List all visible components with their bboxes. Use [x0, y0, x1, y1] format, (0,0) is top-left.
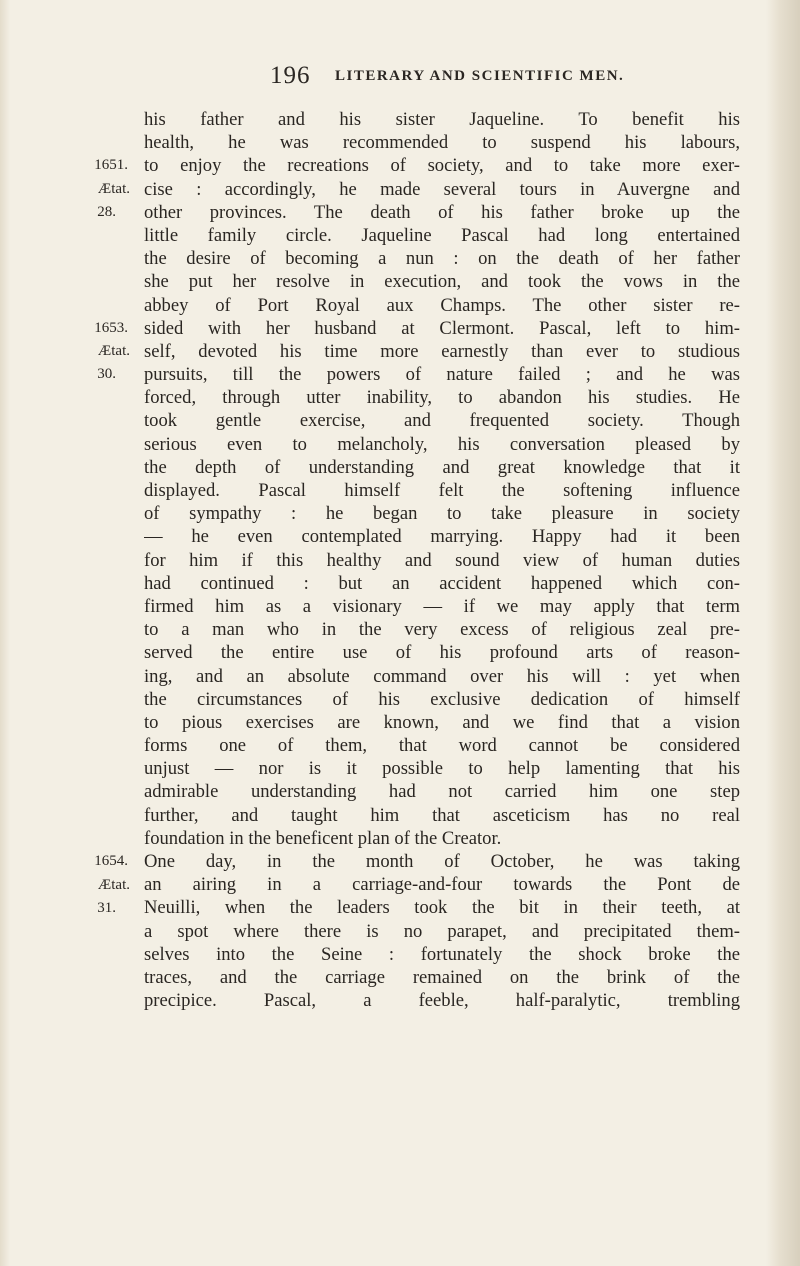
text-line: had continued : but an accident happened which con- [144, 572, 740, 594]
page-number: 196 [270, 62, 311, 89]
text-line: self, devoted his time more earnestly than ever to studious [144, 340, 740, 362]
margin-note-age: 31. [97, 899, 116, 916]
margin-note-1654 [20, 850, 140, 920]
text-line: other provinces. The death of his father broke up the [144, 201, 740, 223]
text-line: pursuits, till the powers of nature failed ; and he was [144, 364, 740, 386]
text-line: took gentle exercise, and frequented society. Though [144, 410, 740, 432]
body-text [144, 108, 740, 1012]
text-line: further, and taught him that asceticism has no real [144, 804, 740, 826]
text-line: admirable understanding had not carried him one step [144, 781, 740, 803]
text-line: of sympathy : he began to take pleasure in society [144, 503, 740, 525]
text-line: displayed. Pascal himself felt the softening influence [144, 480, 740, 501]
text-line: ing, and an absolute command over his will : yet when [144, 665, 740, 687]
text-line: to enjoy the recreations of society, and to take more exer- [144, 155, 740, 177]
text-line: serious even to melancholy, his conversation pleased by [144, 433, 740, 455]
text-line: forced, through utter inability, to abandon his studies. He [144, 387, 740, 409]
text-line: abbey of Port Royal aux Champs. The other sister re- [144, 294, 740, 316]
text-line: little family circle. Jaqueline Pascal had long entertained [144, 224, 740, 246]
text-line: his father and his sister Jaqueline. To benefit his [144, 109, 740, 130]
text-line: firmed him as a visionary — if we may apply that term [144, 595, 740, 617]
running-head: LITERARY AND SCIENTIFIC MEN. [335, 68, 625, 84]
margin-note-age: 28. [97, 203, 116, 220]
text-line: precipice. Pascal, a feeble, half-paralytic, trembling [144, 990, 740, 1012]
margin-note-year: 1654. [94, 853, 128, 870]
text-line: selves into the Seine : fortunately the shock broke the [144, 943, 740, 965]
text-line: cise : accordingly, he made several tours in Auvergne and [144, 178, 740, 200]
text-line: health, he was recommended to suspend his labours, [144, 132, 740, 154]
margin-note-1651 [20, 154, 140, 224]
margin-note-1653 [20, 317, 140, 387]
margin-note-aetat: Ætat. [97, 343, 130, 360]
text-line: unjust — nor is it possible to help lamenting that his [144, 758, 740, 780]
text-line: — he even contemplated marrying. Happy had it been [144, 526, 740, 548]
page-left-edge [0, 0, 10, 1266]
text-line: for him if this healthy and sound view of human duties [144, 549, 740, 571]
text-line: an airing in a carriage-and-four towards the Pont de [144, 874, 740, 896]
page-header [270, 62, 750, 96]
text-line: traces, and the carriage remained on the brink of the [144, 966, 740, 988]
text-line: the circumstances of his exclusive dedication of himself [144, 688, 740, 710]
margin-note-year: 1651. [94, 157, 128, 174]
text-line: she put her resolve in execution, and took the vows in the [144, 271, 740, 293]
text-line: to a man who in the very excess of religious zeal pre- [144, 619, 740, 641]
margin-note-aetat: Ætat. [97, 180, 130, 197]
text-line: to pious exercises are known, and we find that a vision [144, 711, 740, 733]
text-line: One day, in the month of October, he was taking [144, 851, 740, 872]
text-line: sided with her husband at Clermont. Pascal, left to him- [144, 317, 740, 339]
page-right-edge [766, 0, 800, 1266]
text-line: forms one of them, that word cannot be considered [144, 735, 740, 757]
text-line: the depth of understanding and great knowledge that it [144, 456, 740, 478]
text-line: served the entire use of his profound arts of reason- [144, 642, 740, 664]
margin-note-year: 1653. [94, 320, 128, 336]
text-line: Neuilli, when the leaders took the bit in their teeth, at [144, 897, 740, 919]
margin-note-aetat: Ætat. [97, 876, 130, 893]
text-line: a spot where there is no parapet, and precipitated them- [144, 920, 740, 942]
text-line: the desire of becoming a nun : on the death of her father [144, 248, 740, 270]
text-line: foundation in the beneficent plan of the Creator. [144, 827, 502, 849]
margin-note-age: 30. [97, 366, 116, 383]
